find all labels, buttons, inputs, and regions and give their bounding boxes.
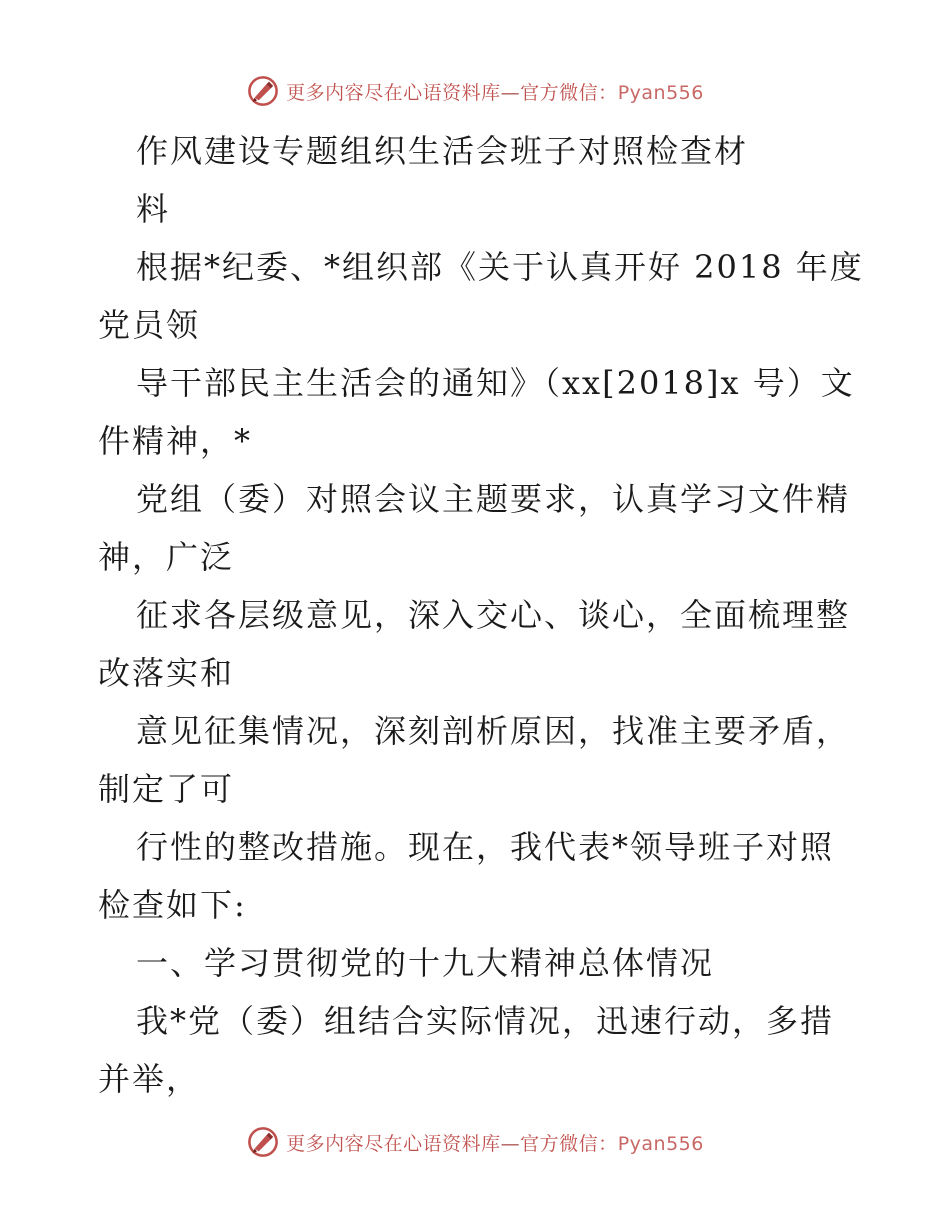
document-line: 件精神，*: [98, 422, 253, 460]
document-line: 根据*纪委、*组织部《关于认真开好 2018 年度: [136, 248, 864, 286]
header-banner-text: [286, 78, 704, 105]
footer-banner-contact: 官方微信：: [520, 1132, 618, 1155]
header-banner-inner: [246, 74, 704, 108]
header-banner-main: 更多内容尽在心语资料库: [286, 81, 501, 104]
footer-banner-main: 更多内容尽在心语资料库: [286, 1132, 501, 1155]
document-line: 意见征集情况，深刻剖析原因，找准主要矛盾，: [136, 712, 851, 750]
document-line: 一、学习贯彻党的十九大精神总体情况: [136, 944, 715, 982]
pen-logo-icon: [246, 74, 280, 108]
header-banner-contact: 官方微信：: [520, 81, 618, 104]
footer-watermark-banner: [0, 1122, 950, 1162]
header-banner-wechat-id: Pyan556: [617, 81, 704, 104]
document-line: 料: [136, 190, 171, 228]
header-banner-separator: —: [500, 81, 521, 104]
document-line: 征求各层级意见，深入交心、谈心，全面梳理整: [136, 596, 851, 634]
document-line: 党员领: [98, 306, 201, 344]
document-line: 神，广泛: [98, 538, 235, 576]
header-watermark-banner: [0, 71, 950, 111]
document-line: 作风建设专题组织生活会班子对照检查材: [136, 132, 749, 170]
document-line: 我*党（委）组结合实际情况，迅速行动，多措: [136, 1002, 835, 1040]
document-line: 党组（委）对照会议主题要求，认真学习文件精: [136, 480, 851, 518]
footer-banner-text: [286, 1129, 704, 1156]
document-line: 检查如下:: [98, 886, 247, 924]
pen-logo-icon: [246, 1125, 280, 1159]
footer-banner-wechat-id: Pyan556: [617, 1132, 704, 1155]
footer-banner-separator: —: [500, 1132, 521, 1155]
document-line: 导干部民主生活会的通知》（xx[2018]x 号）文: [136, 364, 855, 402]
document-body: [98, 122, 864, 1108]
document-line: 改落实和: [98, 654, 235, 692]
document-line: 并举，: [98, 1060, 201, 1098]
footer-banner-inner: [246, 1125, 704, 1159]
document-line: 制定了可: [98, 770, 235, 808]
document-line: 行性的整改措施。现在，我代表*领导班子对照: [136, 828, 835, 866]
